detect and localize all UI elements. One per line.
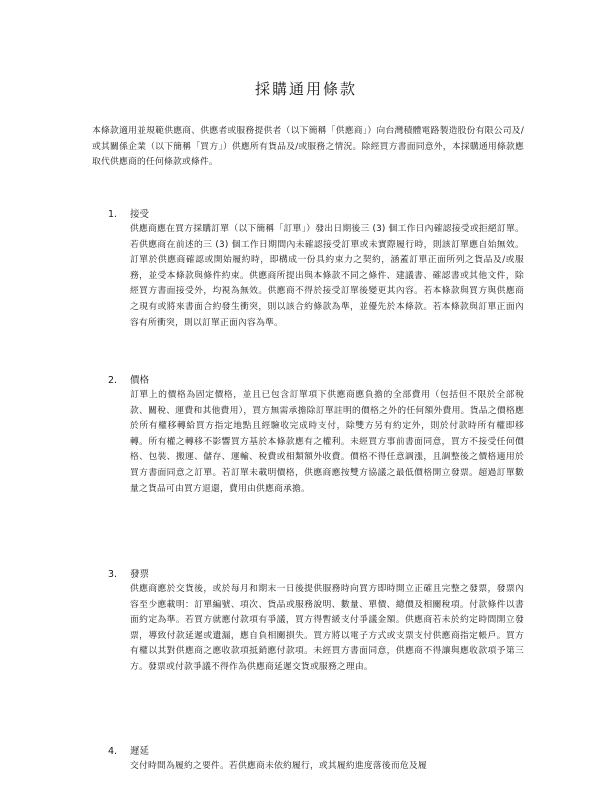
intro-paragraph: 本條款適用並規範供應商、供應者或服務提供者（以下簡稱「供應商」）向台灣積體電路製造股份有限公司及/或其關係企業（以下簡稱「買方」）供應所有貨品及/或服務之情況。除經買方書面同意外，本採購通用條款應取代供應商的任何條款或條件。: [92, 126, 524, 167]
section-price: [92, 373, 524, 497]
section-body: 供應商應於交貨後，或於每月和期末一日後提供服務時向買方即時開立正確且完整之發票，發票內容至少應載明：訂單編號、項次、貨品或服務說明、數量、單價、總價及相關稅項。付款條件以書面約定為準。若買方就應付款項有爭議，買方得暫緩支付爭議金額。供應商若未於約定時間開立發票，導致付款延遲或遺漏，應自負相關損失。買方將以電子方式或支票支付供應商指定帳戶。買方有權以其對供應商之應收款項抵銷應付款項。未經買方書面同意，供應商不得讓與應收款項予第三方。發票或付款爭議不得作為供應商延遲交貨或服務之理由。: [130, 584, 524, 672]
section-title: 接受: [130, 209, 150, 220]
section-heading: [92, 567, 524, 582]
section-body: 訂單上的價格為固定價格，並且已包含訂單項下供應商應負擔的全部費用（包括但不限於全部稅款、關稅、運費和其他費用），買方無需承擔除訂單註明的價格之外的任何額外費用。貨品之價格應於所有權移轉給買方指定地點且經驗收完成時支付，除雙方另有約定外，則於付款時所有權即移轉。所有權之轉移不影響買方基於本條款應有之權利。未經買方事前書面同意，買方不接受任何價格、包裝、搬運、儲存、運輸、稅費或相類額外收費。價格不得任意調漲，且調整後之價格適用於買方書面同意之訂單。若訂單未載明價格，供應商應按雙方協議之最低價格開立發票。超過訂單數量之貨品可由買方退還，費用由供應商承擔。: [130, 390, 524, 494]
section-body: 供應商應在買方採購訂單（以下簡稱「訂單」）發出日期後三 (3) 個工作日內確認接受或拒絕訂單。若供應商在前述的三 (3) 個工作日期間內未確認接受訂單或未實際履行時，則該訂單應自始無效。訂單於供應商確認或開始履約時，即構成一份具約束力之契約，涵蓋訂單正面所列之貨品及/或服務，並受本條款與條件約束。供應商所提出與本條款不同之條件、建議書、確認書或其他文件，除經買方書面接受外，均視為無效。供應商不得於接受訂單後變更其內容。若本條款與買方與供應商之現有或將來書面合約發生衝突，則以該合約條款為準，並優先於本條款。若本條款與訂單正面內容有所衝突，則以訂單正面內容為準。: [130, 224, 524, 328]
section-number: 4.: [108, 746, 118, 757]
section-number: 1.: [108, 209, 118, 220]
section-heading: [92, 373, 524, 388]
section-number: 3.: [108, 569, 118, 580]
section-invoice: [92, 567, 524, 676]
section-heading: [92, 207, 524, 222]
document-title: 採購通用條款: [254, 80, 357, 98]
section-body: 交付時間為履約之要件。若供應商未依約履行，或其履約進度落後而危及履: [130, 761, 427, 771]
section-acceptance: [92, 207, 524, 331]
section-delay: [92, 744, 524, 775]
section-title: 價格: [130, 375, 150, 386]
section-number: 2.: [108, 375, 118, 386]
section-heading: [92, 744, 524, 759]
section-title: 發票: [130, 569, 150, 580]
section-title: 遲延: [130, 746, 150, 757]
